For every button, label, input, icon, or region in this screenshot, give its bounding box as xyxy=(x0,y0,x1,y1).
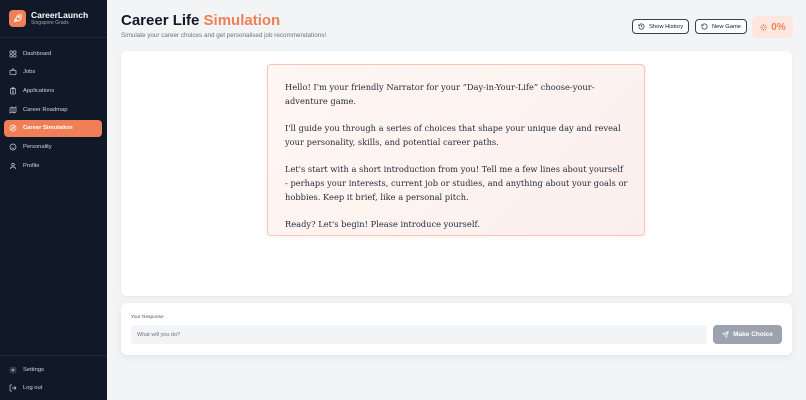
sidebar-item-logout[interactable] xyxy=(4,380,102,397)
sidebar-divider xyxy=(0,355,107,356)
grid-icon xyxy=(9,50,17,58)
brand-subtitle: Singapore Grads xyxy=(31,20,69,26)
sidebar-item-label: Settings xyxy=(23,366,44,373)
sidebar-divider xyxy=(0,37,107,38)
sidebar-item-label: Career Roadmap xyxy=(23,106,68,113)
show-history-label: Show History xyxy=(649,23,684,30)
sidebar-item-label: Profile xyxy=(23,162,40,169)
narration-paragraph: I'll guide you through a series of choices that shape your unique day and reveal your personality, skills, and potential career paths. xyxy=(285,123,621,147)
refresh-icon xyxy=(701,23,708,30)
history-icon xyxy=(638,23,645,30)
brand[interactable] xyxy=(9,10,88,27)
page-title xyxy=(121,12,280,29)
response-input[interactable] xyxy=(131,325,707,344)
sidebar-item-label: Personality xyxy=(23,143,52,150)
send-icon xyxy=(722,331,729,338)
sidebar-item-personality[interactable] xyxy=(4,138,102,155)
sidebar-bottom-nav xyxy=(4,361,102,398)
sidebar-item-career-roadmap[interactable] xyxy=(4,101,102,118)
sidebar-item-settings[interactable] xyxy=(4,361,102,378)
sidebar-item-dashboard[interactable] xyxy=(4,45,102,62)
make-choice-button[interactable] xyxy=(713,325,782,344)
sidebar-nav xyxy=(4,45,102,176)
brand-name: CareerLaunch xyxy=(31,10,89,20)
smile-icon xyxy=(9,143,17,151)
user-icon xyxy=(9,162,17,170)
sidebar-item-applications[interactable] xyxy=(4,82,102,99)
sidebar-item-label: Applications xyxy=(23,87,55,94)
new-game-label: New Game xyxy=(712,23,741,30)
logout-icon xyxy=(9,384,17,392)
sidebar-item-jobs[interactable] xyxy=(4,64,102,81)
sidebar-item-label: Career Simulation xyxy=(23,125,73,132)
clipboard-icon xyxy=(9,87,17,95)
make-choice-label: Make Choice xyxy=(733,331,773,338)
progress-value: 0% xyxy=(771,21,786,33)
briefcase-icon xyxy=(9,68,17,76)
sparkle-icon xyxy=(759,23,768,32)
narration-paragraph: Let's start with a short introduction from you! Tell me a few lines about yourself - perhaps your interests, current job or studies, and anything about your goals or hobbies. Keep it brief, like a personal pitch. xyxy=(285,164,628,202)
map-icon xyxy=(9,106,17,114)
story-panel xyxy=(121,51,792,296)
sidebar-item-label: Dashboard xyxy=(23,50,52,57)
compass-icon xyxy=(9,124,17,132)
main-content xyxy=(107,0,806,400)
sidebar-item-label: Jobs xyxy=(23,69,36,76)
sidebar-item-career-simulation[interactable] xyxy=(4,120,102,137)
page-title-accent: Simulation xyxy=(203,12,281,29)
narration-paragraph: Ready? Let's begin! Please introduce yourself. xyxy=(285,219,480,229)
sidebar-item-profile[interactable] xyxy=(4,157,102,174)
sidebar-item-label: Log out xyxy=(23,385,43,392)
sidebar xyxy=(0,0,107,400)
narration-paragraph: Hello! I'm your friendly Narrator for your “Day-in-Your-Life” choose-your-adventure game. xyxy=(285,82,595,106)
show-history-button[interactable] xyxy=(632,19,689,34)
gear-icon xyxy=(9,366,17,374)
response-label: Your Response xyxy=(131,315,164,320)
rocket-icon xyxy=(9,10,26,27)
response-panel xyxy=(121,303,792,355)
page-title-main: Career Life xyxy=(121,12,204,29)
page-subtitle: Simulate your career choices and get personalised job recommendations! xyxy=(121,32,327,39)
narrator-message xyxy=(267,64,645,236)
progress-badge xyxy=(752,16,793,38)
new-game-button[interactable] xyxy=(695,19,747,34)
